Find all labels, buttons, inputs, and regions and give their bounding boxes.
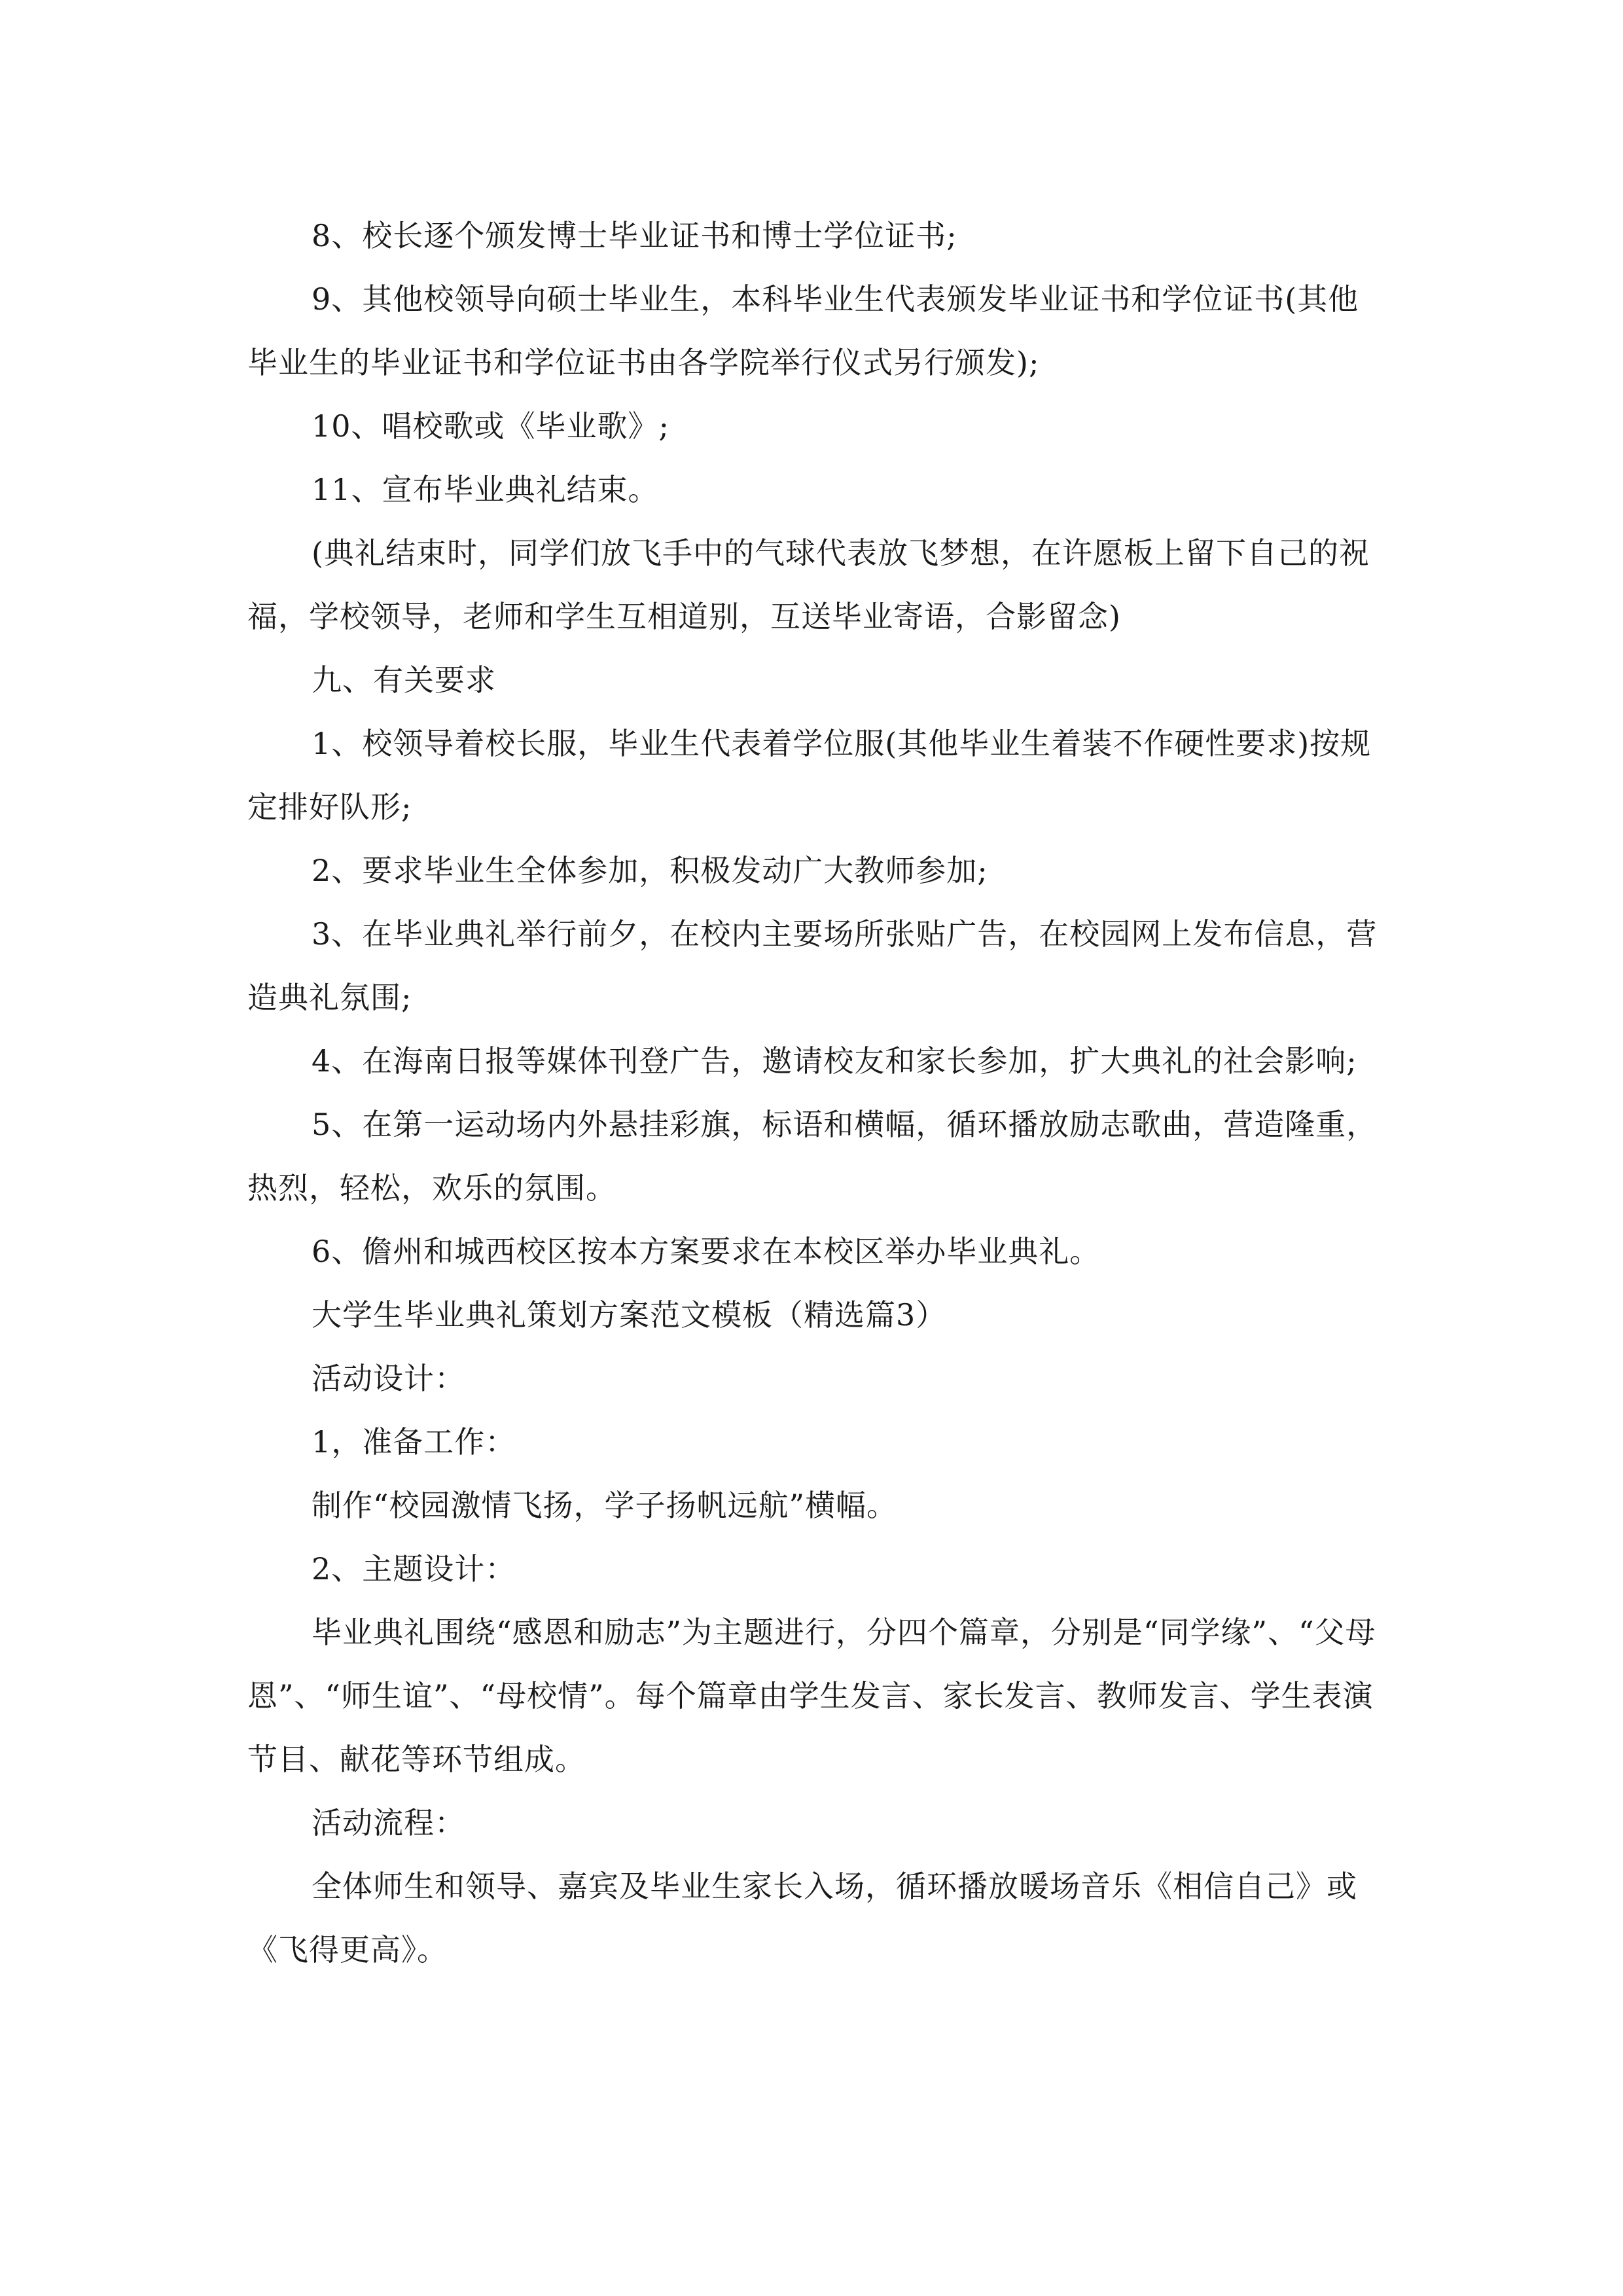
- paragraph-item-8: 8、校长逐个颁发博士毕业证书和博士学位证书;: [312, 218, 957, 253]
- theme-design-heading: 2、主题设计：: [312, 1551, 516, 1587]
- activity-process-text: 全体师生和领导、嘉宾及毕业生家长入场，循环播放暖场音乐《相信自己》或《飞得更高》。: [247, 1869, 1357, 1967]
- activity-design-heading: 活动设计：: [312, 1361, 465, 1396]
- requirement-item-4: 4、在海南日报等媒体刊登广告，邀请校友和家长参加，扩大典礼的社会影响;: [312, 1043, 1357, 1079]
- theme-design-text: 毕业典礼围绕“感恩和励志”为主题进行，分四个篇章，分别是“同学缘”、“父母恩”、“师生谊”、“母校情”。每个篇章由学生发言、家长发言、教师发言、学生表演节目、献花等环节组成。: [247, 1615, 1376, 1777]
- section-heading-requirements: 九、有关要求: [312, 662, 496, 698]
- requirement-item-2: 2、要求毕业生全体参加，积极发动广大教师参加;: [312, 853, 988, 888]
- paragraph-item-9: 9、其他校领导向硕士毕业生，本科毕业生代表颁发毕业证书和学位证书(其他毕业生的毕业证书和学位证书由各学院举行仪式另行颁发);: [247, 281, 1359, 380]
- activity-process-heading: 活动流程：: [312, 1805, 465, 1840]
- requirement-item-1: 1、校领导着校长服，毕业生代表着学位服(其他毕业生着装不作硬性要求)按规定排好队形;: [247, 726, 1372, 825]
- template-title: 大学生毕业典礼策划方案范文模板（精选篇3）: [312, 1297, 947, 1333]
- paragraph-ceremony-note: (典礼结束时，同学们放飞手中的气球代表放飞梦想，在许愿板上留下自己的祝福，学校领导，老师和学生互相道别，互送毕业寄语，合影留念): [247, 535, 1370, 634]
- paragraph-item-10: 10、唱校歌或《毕业歌》;: [312, 408, 670, 444]
- requirement-item-3: 3、在毕业典礼举行前夕，在校内主要场所张贴广告，在校园网上发布信息，营造典礼氛围;: [247, 916, 1378, 1015]
- preparation-text: 制作“校园激情飞扬，学子扬帆远航”横幅。: [312, 1488, 898, 1523]
- paragraph-item-11: 11、宣布毕业典礼结束。: [312, 472, 659, 507]
- requirement-item-5: 5、在第一运动场内外悬挂彩旗，标语和横幅，循环播放励志歌曲，营造隆重，热烈，轻松，欢乐的氛围。: [247, 1107, 1378, 1206]
- requirement-item-6: 6、儋州和城西校区按本方案要求在本校区举办毕业典礼。: [312, 1234, 1101, 1269]
- preparation-heading: 1，准备工作：: [312, 1424, 516, 1460]
- document-body: [247, 204, 1380, 1982]
